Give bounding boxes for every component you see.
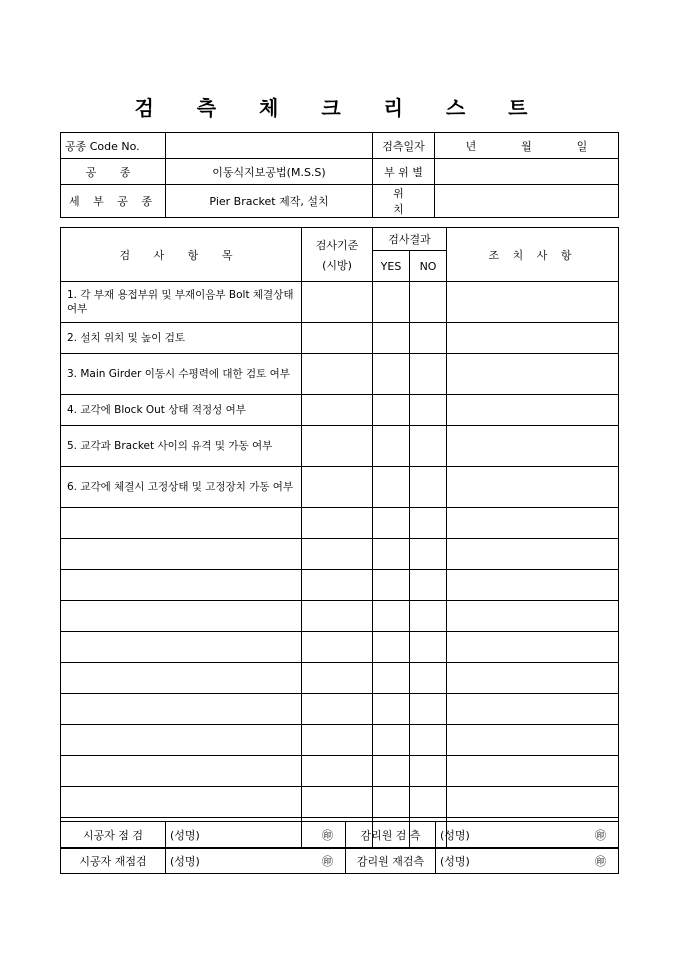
standard-cell[interactable]	[302, 663, 373, 694]
table-row	[61, 282, 619, 323]
signature-row	[61, 848, 619, 874]
part-value[interactable]	[435, 159, 619, 185]
contractor-check-signature[interactable]	[166, 822, 346, 848]
part-label: 부 위 별	[373, 159, 435, 185]
table-row	[61, 426, 619, 467]
action-cell[interactable]	[447, 426, 619, 467]
table-row	[61, 467, 619, 508]
work-code-label: 공종 Code No.	[61, 133, 166, 159]
yes-cell[interactable]	[373, 787, 410, 818]
standard-cell[interactable]	[302, 539, 373, 570]
action-cell[interactable]	[447, 632, 619, 663]
action-cell[interactable]	[447, 539, 619, 570]
standard-cell[interactable]	[302, 467, 373, 508]
contractor-check-label: 시공자 점 검	[61, 822, 166, 848]
standard-cell[interactable]	[302, 632, 373, 663]
info-table	[60, 132, 619, 218]
standard-cell[interactable]	[302, 426, 373, 467]
no-cell[interactable]	[410, 694, 447, 725]
action-cell[interactable]	[447, 756, 619, 787]
check-item: 4. 교각에 Block Out 상태 적정성 여부	[61, 395, 302, 426]
no-cell[interactable]	[410, 354, 447, 395]
supervisor-reinspection-signature[interactable]	[436, 848, 619, 874]
yes-cell[interactable]	[373, 467, 410, 508]
action-cell[interactable]	[447, 663, 619, 694]
signature-table	[60, 821, 619, 874]
check-item: 5. 교각과 Bracket 사이의 유격 및 가동 여부	[61, 426, 302, 467]
yes-cell[interactable]	[373, 282, 410, 323]
standard-header	[302, 228, 373, 282]
detail-work-value[interactable]: Pier Bracket 제작, 설치	[166, 185, 373, 218]
no-cell[interactable]	[410, 787, 447, 818]
empty-row	[61, 787, 619, 818]
detail-work-label: 세 부 공 종	[61, 185, 166, 218]
standard-cell[interactable]	[302, 570, 373, 601]
yes-cell[interactable]	[373, 354, 410, 395]
name-label: (성명)	[170, 828, 200, 842]
inspection-table	[60, 227, 619, 849]
seal-icon: ㊞	[595, 828, 606, 842]
yes-cell[interactable]	[373, 539, 410, 570]
standard-cell[interactable]	[302, 725, 373, 756]
name-label: (성명)	[440, 828, 470, 842]
empty-row	[61, 694, 619, 725]
check-item: 1. 각 부재 용접부위 및 부재이음부 Bolt 체결상태 여부	[61, 282, 302, 323]
check-item: 2. 설치 위치 및 높이 검토	[61, 323, 302, 354]
action-cell[interactable]	[447, 282, 619, 323]
standard-cell[interactable]	[302, 601, 373, 632]
item-cell[interactable]	[61, 756, 302, 787]
contractor-recheck-signature[interactable]	[166, 848, 346, 874]
seal-icon: ㊞	[322, 828, 333, 842]
check-item: 6. 교각에 체결시 고정상태 및 고정장치 가동 여부	[61, 467, 302, 508]
table-row	[61, 323, 619, 354]
yes-cell[interactable]	[373, 508, 410, 539]
yes-cell[interactable]	[373, 395, 410, 426]
no-cell[interactable]	[410, 756, 447, 787]
item-cell[interactable]	[61, 694, 302, 725]
item-cell[interactable]	[61, 632, 302, 663]
seal-icon: ㊞	[322, 854, 333, 868]
item-header: 검 사 항 목	[61, 228, 302, 282]
supervisor-inspection-signature[interactable]	[436, 822, 619, 848]
no-cell[interactable]	[410, 508, 447, 539]
check-item: 3. Main Girder 이동시 수평력에 대한 검토 여부	[61, 354, 302, 395]
no-cell[interactable]	[410, 323, 447, 354]
yes-cell[interactable]	[373, 756, 410, 787]
standard-cell[interactable]	[302, 756, 373, 787]
inspection-date-value[interactable]	[435, 133, 619, 159]
no-cell[interactable]	[410, 467, 447, 508]
document-title: 검 측 체 크 리 스 트	[134, 96, 546, 120]
work-type-value[interactable]: 이동식지보공법(M.S.S)	[166, 159, 373, 185]
empty-row	[61, 663, 619, 694]
yes-header: YES	[373, 251, 410, 282]
empty-row	[61, 756, 619, 787]
yes-cell[interactable]	[373, 725, 410, 756]
supervisor-reinspection-label: 감리원 재검측	[346, 848, 436, 874]
seal-icon: ㊞	[595, 854, 606, 868]
no-cell[interactable]	[410, 539, 447, 570]
no-cell[interactable]	[410, 725, 447, 756]
name-label: (성명)	[440, 854, 470, 868]
standard-header-line1: 검사기준	[315, 238, 359, 252]
no-cell[interactable]	[410, 426, 447, 467]
work-type-label: 공 종	[61, 159, 166, 185]
standard-cell[interactable]	[302, 395, 373, 426]
no-cell[interactable]	[410, 632, 447, 663]
item-cell[interactable]	[61, 787, 302, 818]
work-code-value[interactable]	[166, 133, 373, 159]
action-cell[interactable]	[447, 508, 619, 539]
yes-cell[interactable]	[373, 694, 410, 725]
item-cell[interactable]	[61, 508, 302, 539]
no-cell[interactable]	[410, 601, 447, 632]
yes-cell[interactable]	[373, 663, 410, 694]
standard-header-line2: (시방)	[322, 258, 352, 272]
empty-row	[61, 601, 619, 632]
action-cell[interactable]	[447, 570, 619, 601]
location-label: 위 치	[373, 185, 435, 218]
item-cell[interactable]	[61, 539, 302, 570]
standard-cell[interactable]	[302, 694, 373, 725]
no-cell[interactable]	[410, 570, 447, 601]
empty-row	[61, 570, 619, 601]
empty-row	[61, 508, 619, 539]
yes-cell[interactable]	[373, 601, 410, 632]
result-header: 검사결과	[373, 228, 447, 251]
signature-row	[61, 822, 619, 848]
item-cell[interactable]	[61, 725, 302, 756]
yes-cell[interactable]	[373, 426, 410, 467]
no-cell[interactable]	[410, 282, 447, 323]
empty-row	[61, 632, 619, 663]
action-cell[interactable]	[447, 601, 619, 632]
no-cell[interactable]	[410, 663, 447, 694]
no-cell[interactable]	[410, 395, 447, 426]
table-row	[61, 354, 619, 395]
yes-cell[interactable]	[373, 632, 410, 663]
action-cell[interactable]	[447, 354, 619, 395]
location-value[interactable]	[435, 185, 619, 218]
yes-cell[interactable]	[373, 323, 410, 354]
action-cell[interactable]	[447, 395, 619, 426]
year-label: 년	[465, 139, 477, 153]
contractor-recheck-label: 시공자 재점검	[61, 848, 166, 874]
standard-cell[interactable]	[302, 282, 373, 323]
no-header: NO	[410, 251, 447, 282]
name-label: (성명)	[170, 854, 200, 868]
item-cell[interactable]	[61, 601, 302, 632]
inspection-date-label: 검측일자	[373, 133, 435, 159]
action-header: 조 치 사 항	[447, 228, 619, 282]
action-cell[interactable]	[447, 323, 619, 354]
item-cell[interactable]	[61, 663, 302, 694]
action-cell[interactable]	[447, 787, 619, 818]
standard-cell[interactable]	[302, 354, 373, 395]
empty-row	[61, 725, 619, 756]
action-cell[interactable]	[447, 467, 619, 508]
action-cell[interactable]	[447, 694, 619, 725]
item-cell[interactable]	[61, 570, 302, 601]
month-label: 월	[521, 139, 532, 153]
standard-cell[interactable]	[302, 787, 373, 818]
yes-cell[interactable]	[373, 570, 410, 601]
standard-cell[interactable]	[302, 323, 373, 354]
empty-row	[61, 539, 619, 570]
supervisor-inspection-label: 감리원 검 측	[346, 822, 436, 848]
table-row	[61, 395, 619, 426]
action-cell[interactable]	[447, 725, 619, 756]
day-label: 일	[576, 139, 588, 153]
standard-cell[interactable]	[302, 508, 373, 539]
